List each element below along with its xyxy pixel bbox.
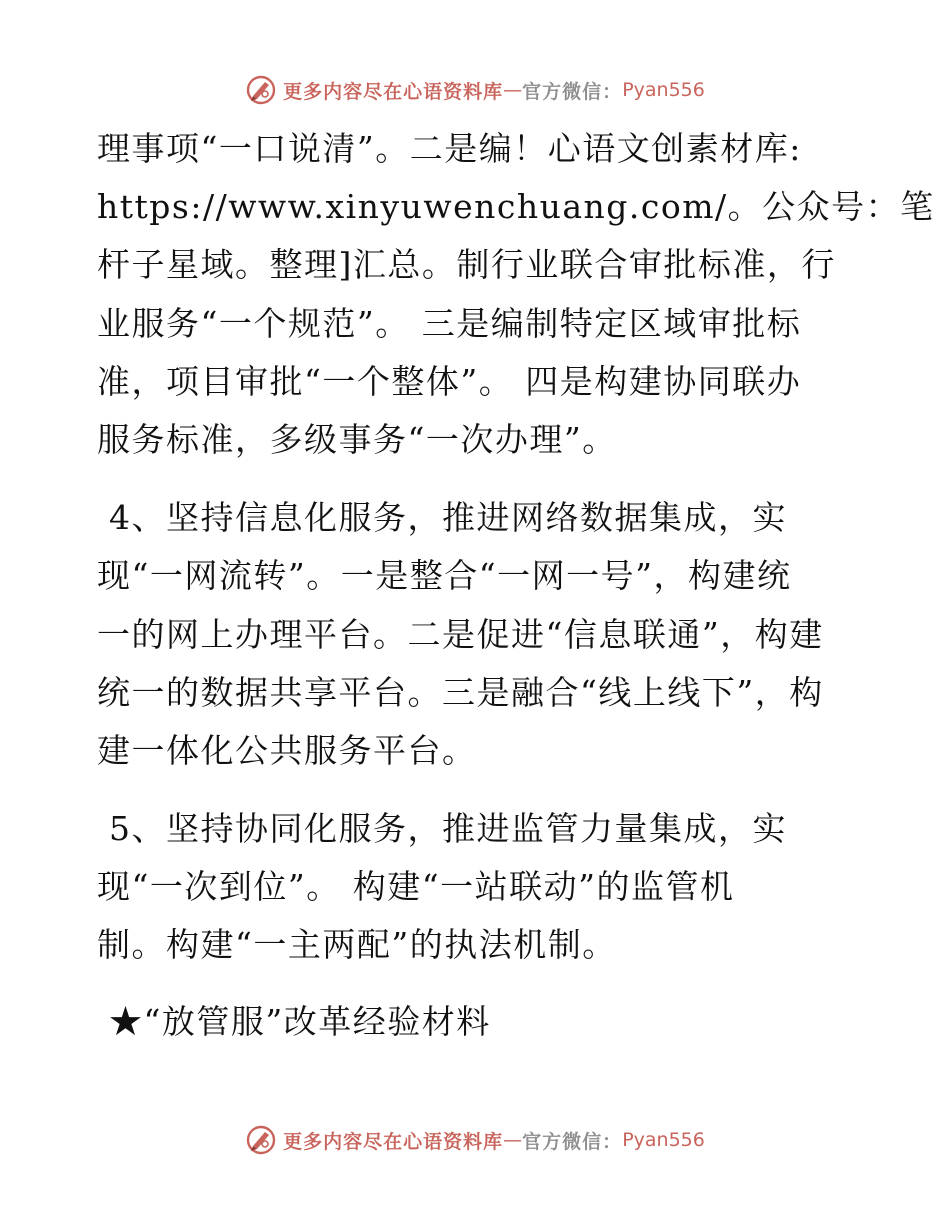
- related-article-title: “放管服”改革经验材料: [143, 1001, 491, 1041]
- text-line: 业服务“一个规范”。 三是编制特定区域审批标: [97, 303, 802, 343]
- text-line: 统一的数据共享平台。三是融合“线上线下”，构: [97, 672, 824, 712]
- pen-logo-icon: [245, 1124, 277, 1156]
- paragraph-3: [97, 800, 857, 975]
- footer-banner: [0, 1120, 950, 1160]
- text-line: 准，项目审批“一个整体”。 四是构建协同联办: [97, 361, 802, 401]
- paragraph-2: [97, 489, 857, 780]
- header-banner: [0, 70, 950, 110]
- banner-separator: —: [503, 79, 523, 101]
- banner-wechat-account: Pyan556: [622, 79, 705, 101]
- text-line: 制。构建“一主两配”的执法机制。: [97, 925, 617, 965]
- text-line: 服务标准，多级事务“一次办理”。: [97, 419, 617, 459]
- banner-wechat-label: 官方微信：: [522, 1130, 623, 1153]
- paragraph-1: [97, 120, 935, 469]
- banner-separator: —: [503, 1129, 523, 1151]
- text-line: 4、坚持信息化服务，推进网络数据集成，实: [109, 498, 787, 538]
- text-line: 5、坚持协同化服务，推进监管力量集成，实: [109, 809, 787, 849]
- text-line: 现“一网流转”。一是整合“一网一号”，构建统: [97, 556, 792, 596]
- pen-logo-icon: [245, 74, 277, 106]
- banner-library-text: 更多内容尽在心语资料库: [283, 80, 504, 103]
- banner-library-text: 更多内容尽在心语资料库: [283, 1130, 504, 1153]
- text-line: https://www.xinyuwenchuang.com/。公众号：笔: [97, 187, 935, 227]
- banner-wechat-label: 官方微信：: [522, 80, 623, 103]
- text-line: 建一体化公共服务平台。: [97, 730, 477, 770]
- document-body: [97, 120, 935, 1051]
- text-line: 现“一次到位”。 构建“一站联动”的监管机: [97, 867, 735, 907]
- text-line: 一的网上办理平台。二是促进“信息联通”，构建: [97, 614, 824, 654]
- banner-wechat-account: Pyan556: [622, 1129, 705, 1151]
- star-icon: ★: [109, 1001, 144, 1041]
- text-line: 杆子星域。整理]汇总。制行业联合审批标准，行: [97, 245, 836, 285]
- related-article-link[interactable]: [97, 993, 857, 1051]
- text-line: 理事项“一口说清”。二是编！心语文创素材库:: [97, 129, 802, 168]
